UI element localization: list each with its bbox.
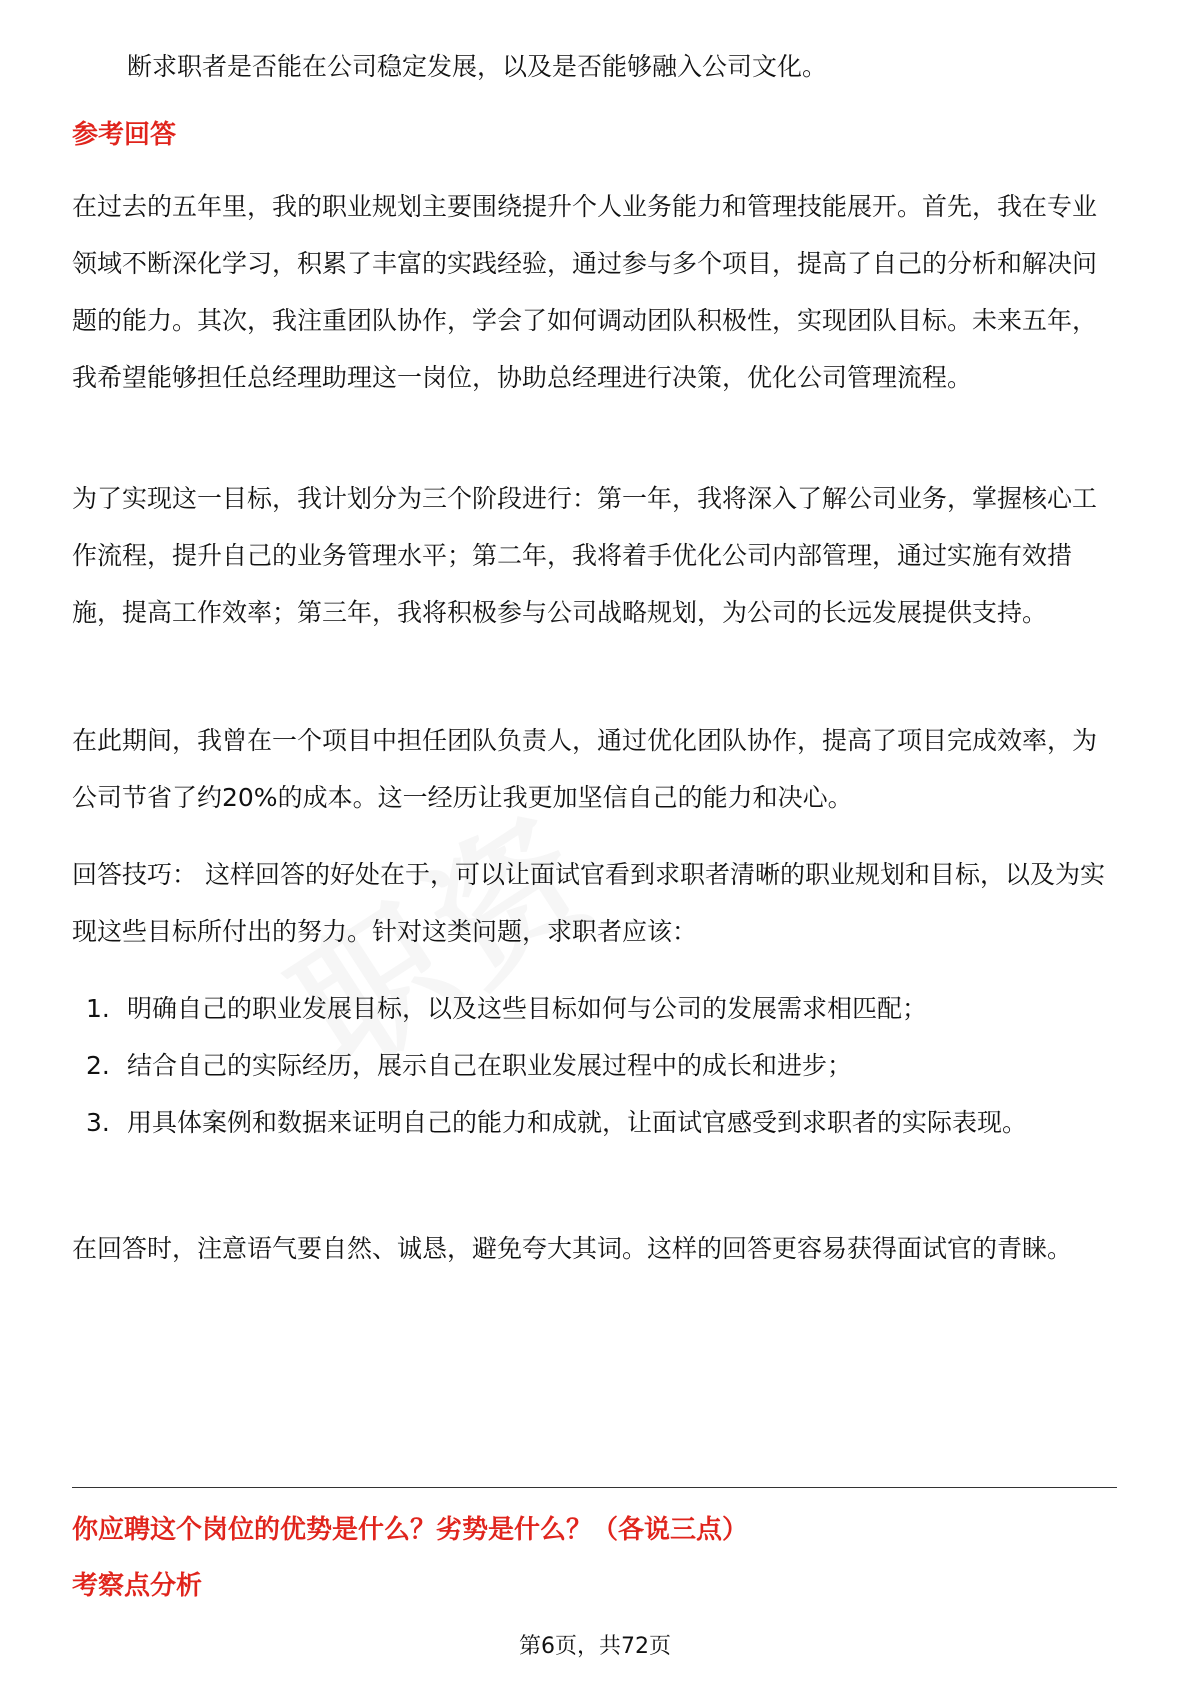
answer-tips: 回答技巧： 这样回答的好处在于，可以让面试官看到求职者清晰的职业规划和目标，以及为实现这些目标所付出的努力。针对这类问题，求职者应该：: [72, 860, 1105, 946]
list-text: 用具体案例和数据来证明自己的能力和成就，让面试官感受到求职者的实际表现。: [127, 1108, 1028, 1137]
page-number: 第6页，共72页: [519, 1634, 671, 1659]
answer-paragraph-1: 在过去的五年里，我的职业规划主要围绕提升个人业务能力和管理技能展开。首先，我在专业领域不断深化学习，积累了丰富的实践经验，通过参与多个项目，提高了自己的分析和解决问题的能力。其次，我注重团队协作，学会了如何调动团队积极性，实现团队目标。未来五年，我希望能够担任总经理助理这一岗位，协助总经理进行决策，优化公司管理流程。: [72, 192, 1098, 392]
list-item: [72, 980, 1117, 1037]
list-item: [72, 1037, 1117, 1094]
intro-continuation: 断求职者是否能在公司稳定发展，以及是否能够融入公司文化。: [127, 52, 828, 81]
list-number: 3.: [86, 1108, 110, 1137]
next-question-heading: 你应聘这个岗位的优势是什么？劣势是什么？（各说三点）: [72, 1515, 749, 1545]
list-item: [72, 1094, 1117, 1151]
answer-paragraph-2: 为了实现这一目标，我计划分为三个阶段进行：第一年，我将深入了解公司业务，掌握核心工作流程，提升自己的业务管理水平；第二年，我将着手优化公司内部管理，通过实施有效措施，提高工作效率；第三年，我将积极参与公司战略规划，为公司的长远发展提供支持。: [72, 484, 1098, 627]
reference-answer-heading: 参考回答: [72, 120, 177, 150]
tips-list: [72, 980, 1117, 1151]
list-text: 明确自己的职业发展目标，以及这些目标如何与公司的发展需求相匹配；: [127, 994, 928, 1023]
list-number: 1.: [86, 994, 110, 1023]
closing-paragraph: 在回答时，注意语气要自然、诚恳，避免夸大其词。这样的回答更容易获得面试官的青睐。: [72, 1234, 1073, 1263]
list-text: 结合自己的实际经历，展示自己在职业发展过程中的成长和进步；: [127, 1051, 853, 1080]
analysis-heading: 考察点分析: [72, 1571, 203, 1601]
list-number: 2.: [86, 1051, 110, 1080]
section-divider: [72, 1487, 1117, 1488]
answer-paragraph-3: 在此期间，我曾在一个项目中担任团队负责人，通过优化团队协作，提高了项目完成效率，为公司节省了约20%的成本。这一经历让我更加坚信自己的能力和决心。: [72, 726, 1098, 812]
